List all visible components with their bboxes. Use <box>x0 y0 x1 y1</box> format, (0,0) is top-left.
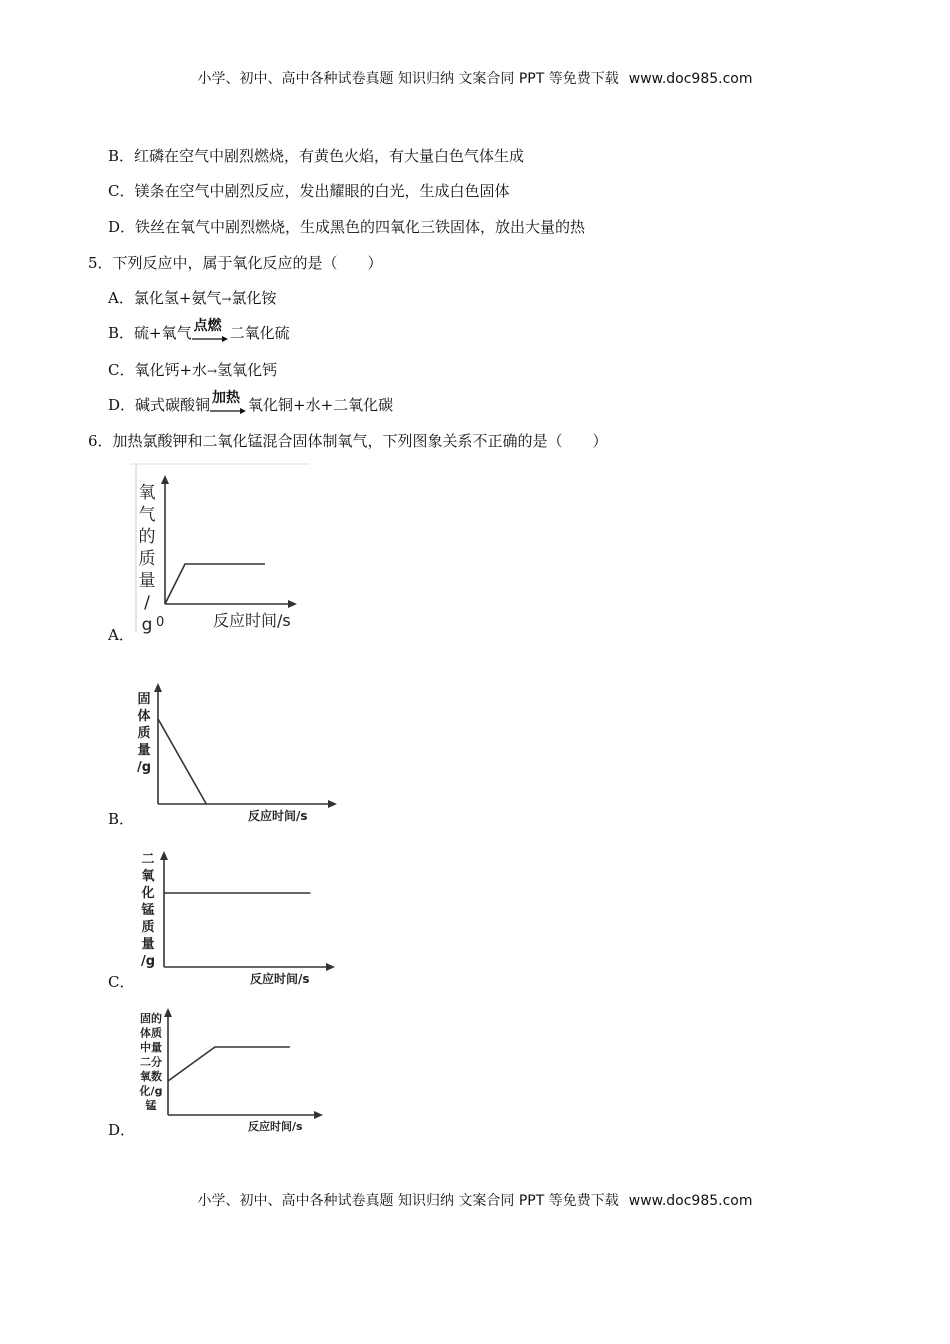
reaction-arrow: → <box>207 364 218 378</box>
y-axis-label <box>137 692 151 775</box>
q5-option-a <box>108 288 276 309</box>
chart-a <box>130 462 310 634</box>
x-axis-label: 反应时间/s <box>248 809 308 823</box>
q5-a-reactants: A．氯化氢+氨气 <box>108 289 222 307</box>
footer-url[interactable]: www.doc985.com <box>628 1193 753 1209</box>
header-url[interactable]: www.doc985.com <box>628 71 753 87</box>
arrow-icon <box>210 407 248 415</box>
chart-c <box>132 840 347 990</box>
q4-option-b: B．红磷在空气中剧烈燃烧，有黄色火焰，有大量白色气体生成 <box>108 147 525 165</box>
header-text: 小学、初中、高中各种试卷真题 知识归纳 文案合同 PPT 等免费下载 <box>197 71 619 87</box>
q5-d-products: 氧化铜+水+二氧化碳 <box>248 396 394 414</box>
condition-arrow <box>210 390 248 415</box>
y-axis-label-char: /g <box>140 953 156 969</box>
q6-label-c: C． <box>108 973 135 991</box>
x-axis-label: 反应时间/s <box>250 972 310 986</box>
q5-option-c <box>108 360 277 381</box>
y-axis-label-char: 氧 <box>141 868 155 884</box>
q5-d-reactants: D．碱式碳酸铜 <box>108 396 211 414</box>
y-axis-label-char: 量 <box>137 742 151 758</box>
y-axis-label-char: 气 <box>138 505 156 525</box>
q5-b-reactants: B．硫+氧气 <box>108 324 192 342</box>
y-axis-label <box>140 852 155 969</box>
condition-label: 加热 <box>212 390 241 406</box>
y-axis-label-char: /g <box>136 759 152 775</box>
q6-stem: 6．加热氯酸钾和二氧化锰混合固体制氧气，下列图象关系不正确的是（ ） <box>88 432 608 450</box>
x-axis-label: 反应时间/s <box>248 1120 303 1133</box>
q5-option-b <box>108 318 290 343</box>
q5-b-products: 二氧化硫 <box>229 324 290 342</box>
y-axis-label-char: 中量 <box>140 1041 162 1054</box>
y-axis-label-char: 锰 <box>145 1099 157 1112</box>
y-axis-label-char: / <box>144 593 150 613</box>
q6-label-d: D． <box>108 1121 136 1139</box>
q4-option-c: C．镁条在空气中剧烈反应，发出耀眼的白光，生成白色固体 <box>108 182 510 200</box>
y-axis-label-char: 化/g <box>139 1084 163 1098</box>
y-axis-label-char: 质 <box>137 725 151 741</box>
q4-option-d: D．铁丝在氧气中剧烈燃烧，生成黑色的四氧化三铁固体，放出大量的热 <box>108 218 586 236</box>
y-axis-label-char: 二 <box>141 851 155 867</box>
y-axis-label-char: 量 <box>141 936 155 952</box>
y-axis-label <box>139 1011 163 1112</box>
y-axis-label-char: g <box>141 615 153 634</box>
y-axis-label-char: 量 <box>138 571 156 591</box>
q5-option-d <box>108 390 394 415</box>
x-axis-label: 反应时间/s <box>213 611 291 630</box>
reaction-arrow: → <box>221 292 232 306</box>
q5-c-products: 氢氧化钙 <box>217 361 278 379</box>
y-axis-label-char: 体 <box>137 708 151 724</box>
y-axis-label-char: 氧数 <box>140 1070 162 1083</box>
y-axis-label-char: 的 <box>138 527 156 547</box>
q5-c-reactants: C．氧化钙+水 <box>108 361 208 379</box>
chart-d <box>132 1003 332 1138</box>
footer-text: 小学、初中、高中各种试卷真题 知识归纳 文案合同 PPT 等免费下载 <box>197 1193 619 1209</box>
y-axis-label-char: 质 <box>138 549 156 569</box>
q5-a-products: 氯化铵 <box>231 289 277 307</box>
page-footer <box>0 1190 950 1210</box>
y-axis-label-char: 固 <box>137 691 151 707</box>
q6-label-a: A． <box>108 626 134 644</box>
y-axis-label-char: 化 <box>141 885 155 901</box>
page-header <box>0 68 950 88</box>
y-axis-label-char: 质 <box>141 919 155 935</box>
y-axis-label-char: 体质 <box>140 1026 162 1040</box>
condition-label: 点燃 <box>193 318 222 334</box>
condition-arrow <box>192 318 230 343</box>
chart-b <box>132 676 347 826</box>
y-axis-label-char: 固的 <box>140 1012 162 1025</box>
y-axis-label-char: 氧 <box>138 483 156 503</box>
y-axis-label-char: 二分 <box>140 1055 162 1069</box>
y-axis-label-char: 锰 <box>141 902 155 918</box>
arrow-icon <box>192 335 230 343</box>
q5-stem: 5．下列反应中，属于氧化反应的是（ ） <box>88 254 383 272</box>
q6-label-b: B． <box>108 810 135 828</box>
origin-label: 0 <box>156 615 165 630</box>
